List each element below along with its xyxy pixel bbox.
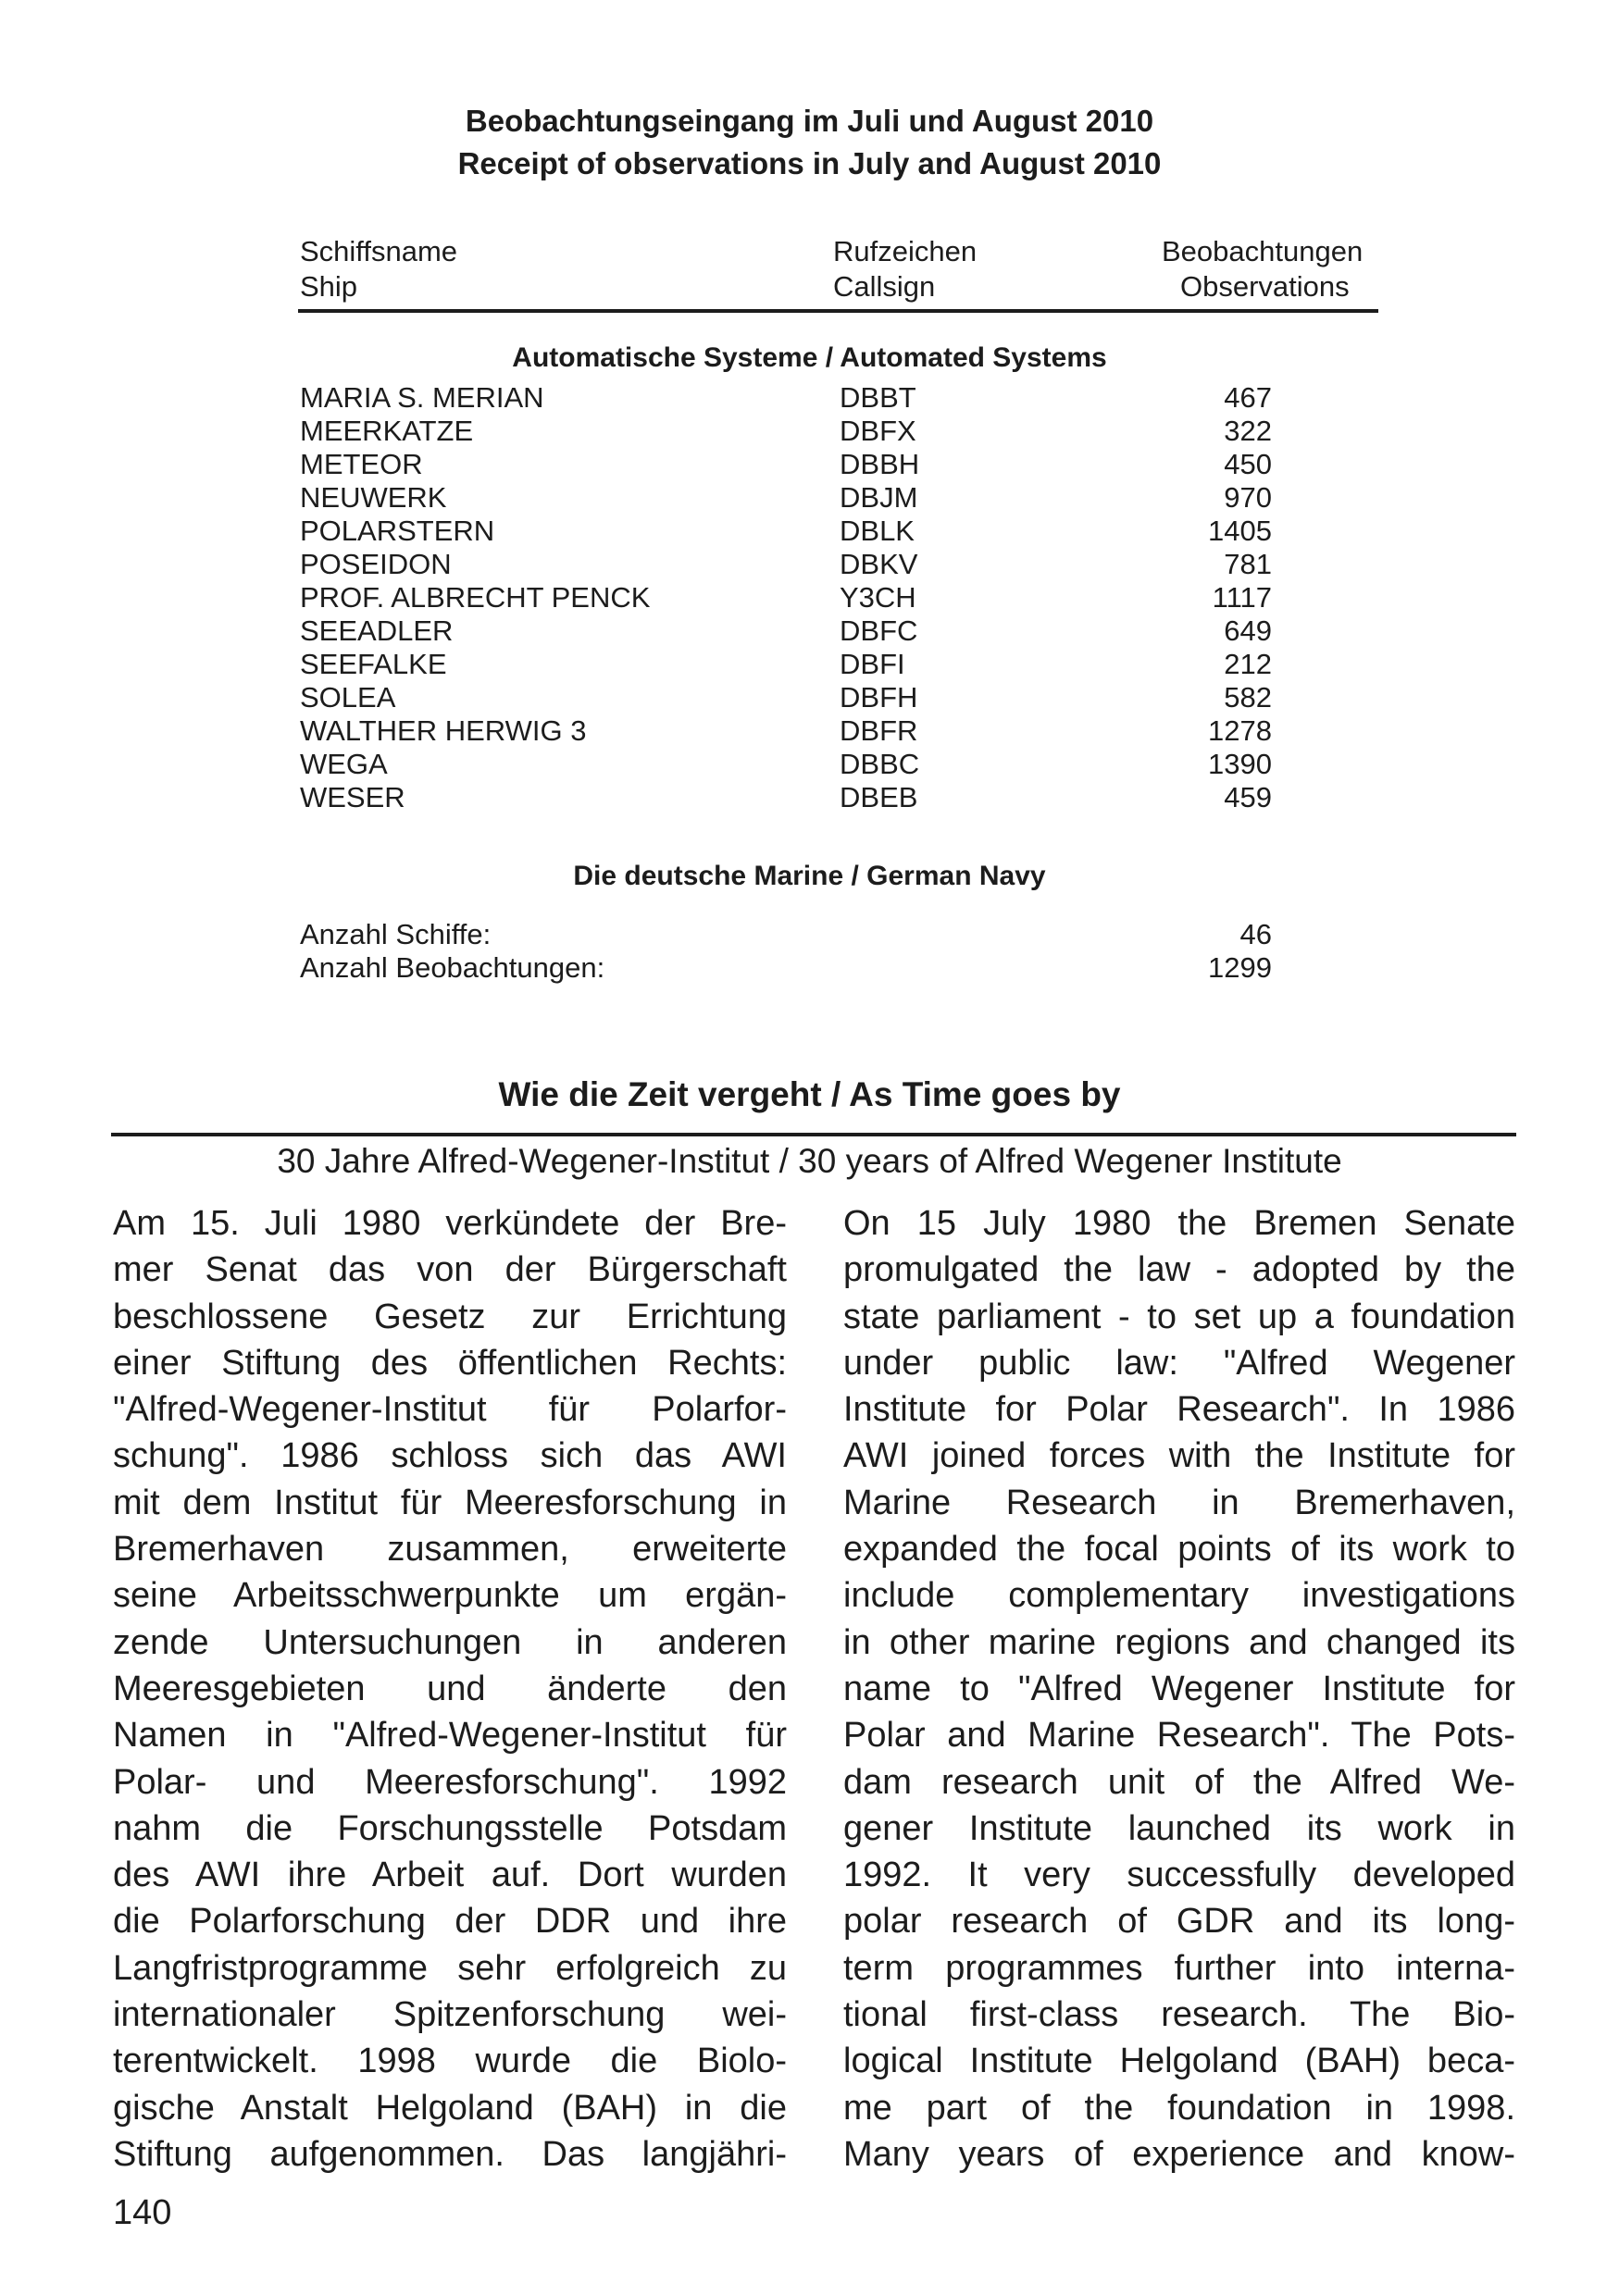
ship-name: POLARSTERN [300,515,495,547]
article-german-column [113,1200,787,2178]
table-header-rule [298,309,1378,313]
ship-callsign: DBFI [840,648,905,680]
english-text-line: dam research unit of the Alfred We- [843,1762,1515,1802]
german-text-line: die Polarforschung der DDR und ihre [113,1902,787,1942]
ship-observations: 1117 [1212,581,1272,614]
german-text-line: mer Senat das von der Bürgerschaft [113,1250,787,1290]
english-text-line: polar research of GDR and its long- [843,1902,1515,1942]
ship-name: SEEADLER [300,614,454,647]
ship-callsign: Y3CH [840,581,916,614]
german-text-line: nahm die Forschungsstelle Potsdam [113,1808,787,1848]
ship-observations: 322 [1224,415,1272,447]
ship-name: POSEIDON [300,548,452,580]
ship-name: PROF. ALBRECHT PENCK [300,581,651,614]
english-text-line: Marine Research in Bremerhaven, [843,1483,1515,1522]
german-text-line: Meeresgebieten und änderte den [113,1669,787,1708]
ship-observations: 212 [1224,648,1272,680]
ship-name: METEOR [300,448,423,480]
ship-callsign: DBKV [840,548,918,580]
ship-name: MEERKATZE [300,415,474,447]
ship-observations: 467 [1224,381,1272,414]
column-header-observations-en: Observations [1180,270,1350,303]
ship-observations: 450 [1224,448,1272,480]
ship-observations: 970 [1224,481,1272,514]
column-header-ship-de: Schiffsname [300,235,458,267]
ship-callsign: DBBH [840,448,920,480]
german-text-line: terentwickelt. 1998 wurde die Biolo- [113,2042,787,2081]
column-header-ship-en: Ship [300,270,358,303]
table-row [300,548,1272,581]
english-text-line: in other marine regions and changed its [843,1622,1515,1662]
page-title-german: Beobachtungseingang im Juli und August 2010 [465,104,1154,138]
german-text-line: Bremerhaven zusammen, erweiterte [113,1530,787,1570]
german-text-line: Namen in "Alfred-Wegener-Institut für [113,1716,787,1756]
article-subtitle: 30 Jahre Alfred-Wegener-Institut / 30 years of Alfred Wegener Institute [277,1142,1342,1180]
table-row [300,681,1272,714]
ship-observations: 1278 [1208,714,1272,747]
table-row [300,581,1272,614]
english-text-line: Polar and Marine Research". The Pots- [843,1716,1515,1756]
table-row [300,415,1272,448]
english-text-line: me part of the foundation in 1998. [843,2088,1515,2128]
article-title: Wie die Zeit vergeht / As Time goes by [498,1075,1121,1113]
table-row [300,781,1272,814]
navy-observations-value: 1299 [1208,951,1272,984]
german-text-line: des AWI ihre Arbeit auf. Dort wurden [113,1855,787,1895]
column-header-callsign-en: Callsign [833,270,936,303]
german-navy-heading: Die deutsche Marine / German Navy [573,861,1046,891]
english-text-line: AWI joined forces with the Institute for [843,1436,1515,1476]
ship-observations: 582 [1224,681,1272,714]
ship-callsign: DBFH [840,681,918,714]
german-text-line: internationaler Spitzenforschung wei- [113,1995,787,2035]
ship-name: NEUWERK [300,481,447,514]
navy-observations-row [300,951,1272,985]
german-text-line: beschlossene Gesetz zur Errichtung [113,1297,787,1336]
german-text-line: zende Untersuchungen in anderen [113,1622,787,1662]
german-text-line: Stiftung aufgenommen. Das langjähri- [113,2134,787,2174]
english-text-line: Many years of experience and know- [843,2134,1515,2174]
german-text-line: Am 15. Juli 1980 verkündete der Bre- [113,1204,787,1243]
ship-name: SOLEA [300,681,396,714]
ship-callsign: DBEB [840,781,918,813]
navy-ships-label: Anzahl Schiffe: [300,918,492,950]
ship-name: WALTHER HERWIG 3 [300,714,587,747]
ship-callsign: DBFC [840,614,918,647]
ship-observations: 781 [1224,548,1272,580]
english-text-line: 1992. It very successfully developed [843,1855,1515,1895]
table-row [300,614,1272,648]
english-text-line: On 15 July 1980 the Bremen Senate [843,1204,1515,1243]
ship-callsign: DBBC [840,748,920,780]
table-row [300,481,1272,515]
ship-observations: 1405 [1208,515,1272,547]
table-row [300,748,1272,781]
page-title-english: Receipt of observations in July and August 2010 [457,146,1162,180]
table-row [300,515,1272,548]
german-text-line: Polar- und Meeresforschung". 1992 [113,1762,787,1802]
table-row [300,714,1272,748]
german-text-line: mit dem Institut für Meeresforschung in [113,1483,787,1522]
ship-observations: 1390 [1208,748,1272,780]
automated-systems-heading: Automatische Systeme / Automated Systems [512,342,1107,373]
article-english-column [843,1200,1515,2178]
ship-callsign: DBFR [840,714,918,747]
navy-ships-value: 46 [1239,918,1272,950]
page-number: 140 [113,2193,172,2232]
column-header-observations-de: Beobachtungen [1162,235,1364,267]
english-text-line: under public law: "Alfred Wegener [843,1343,1515,1383]
german-text-line: Langfristprogramme sehr erfolgreich zu [113,1948,787,1988]
table-row [300,381,1272,415]
column-header-callsign-de: Rufzeichen [833,235,978,267]
english-text-line: include complementary investigations [843,1576,1515,1616]
english-text-line: expanded the focal points of its work to [843,1530,1515,1570]
english-text-line: tional first-class research. The Bio- [843,1995,1515,2035]
english-text-line: logical Institute Helgoland (BAH) beca- [843,2042,1515,2081]
ship-name: MARIA S. MERIAN [300,381,544,414]
ship-callsign: DBLK [840,515,915,547]
ship-observations: 649 [1224,614,1272,647]
ship-name: WESER [300,781,405,813]
ship-name: SEEFALKE [300,648,447,680]
ship-callsign: DBBT [840,381,916,414]
english-text-line: name to "Alfred Wegener Institute for [843,1669,1515,1708]
german-text-line: "Alfred-Wegener-Institut für Polarfor- [113,1390,787,1430]
navy-ships-row [300,918,1272,951]
english-text-line: state parliament - to set up a foundation [843,1297,1515,1336]
german-text-line: einer Stiftung des öffentlichen Rechts: [113,1343,787,1383]
ship-observations: 459 [1224,781,1272,813]
ship-callsign: DBJM [840,481,918,514]
english-text-line: term programmes further into interna- [843,1948,1515,1988]
article-title-rule [111,1133,1516,1136]
english-text-line: gener Institute launched its work in [843,1808,1515,1848]
german-text-line: gische Anstalt Helgoland (BAH) in die [113,2088,787,2128]
table-row [300,648,1272,681]
ship-callsign: DBFX [840,415,916,447]
ship-name: WEGA [300,748,388,780]
english-text-line: promulgated the law - adopted by the [843,1250,1515,1290]
table-row [300,448,1272,481]
german-text-line: seine Arbeitsschwerpunkte um ergän- [113,1576,787,1616]
german-text-line: schung". 1986 schloss sich das AWI [113,1436,787,1476]
english-text-line: Institute for Polar Research". In 1986 [843,1390,1515,1430]
navy-observations-label: Anzahl Beobachtungen: [300,951,605,984]
